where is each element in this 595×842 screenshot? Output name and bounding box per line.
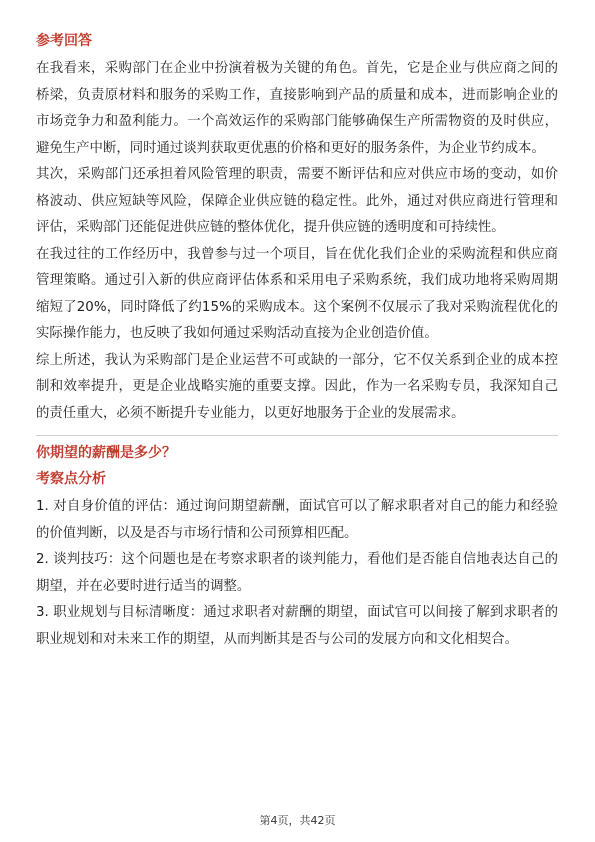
page-number: 第4页，共42页 — [259, 814, 336, 827]
analysis-item-1: 1. 对自身价值的评估：通过询问期望薪酬，面试官可以了解求职者对自己的能力和经验的价值判断，以及是否与市场行情和公司预算相匹配。 — [36, 499, 558, 541]
answer-paragraph-4: 综上所述，我认为采购部门是企业运营不可或缺的一部分，它不仅关系到企业的成本控制和效率提升，更是企业战略实施的重要支撑。因此，作为一名采购专员，我深知自己的责任重大，必须不断提升专业能力，以更好地服务于企业的发展需求。 — [36, 352, 558, 421]
section-heading-analysis: 考察点分析 — [36, 471, 106, 487]
answer-paragraph-1: 在我看来，采购部门在企业中扮演着极为关键的角色。首先，它是企业与供应商之间的桥梁，负责原材料和服务的采购工作，直接影响到产品的质量和成本，进而影响企业的市场竞争力和盈利能力。一个高效运作的采购部门能够确保生产所需物资的及时供应，避免生产中断，同时通过谈判获取更优惠的价格和更好的服务条件，为企业节约成本。 — [36, 61, 558, 156]
analysis-item-3: 3. 职业规划与目标清晰度：通过求职者对薪酬的期望，面试官可以间接了解到求职者的职业规划和对未来工作的期望，从而判断其是否与公司的发展方向和文化相契合。 — [36, 605, 558, 647]
answer-paragraph-3: 在我过往的工作经历中，我曾参与过一个项目，旨在优化我们企业的采购流程和供应商管理策略。通过引入新的供应商评估体系和采用电子采购系统，我们成功地将采购周期缩短了20%，同时降低了约15%的采购成本。这个案例不仅展示了我对采购流程优化的实际操作能力，也反映了我如何通过采购活动直接为企业创造价值。 — [36, 246, 558, 341]
document-page — [36, 30, 558, 653]
analysis-item-2: 2. 谈判技巧：这个问题也是在考察求职者的谈判能力，看他们是否能自信地表达自己的期望，并在必要时进行适当的调整。 — [36, 552, 558, 594]
section-divider — [36, 435, 558, 436]
answer-paragraph-2: 其次，采购部门还承担着风险管理的职责，需要不断评估和应对供应市场的变动，如价格波动、供应短缺等风险，保障企业供应链的稳定性。此外，通过对供应商进行管理和评估，采购部门还能促进供应链的整体优化，提升供应链的透明度和可持续性。 — [36, 167, 558, 235]
question-title: 你期望的薪酬是多少？ — [36, 445, 176, 461]
section-heading-reference-answer: 参考回答 — [36, 33, 92, 49]
